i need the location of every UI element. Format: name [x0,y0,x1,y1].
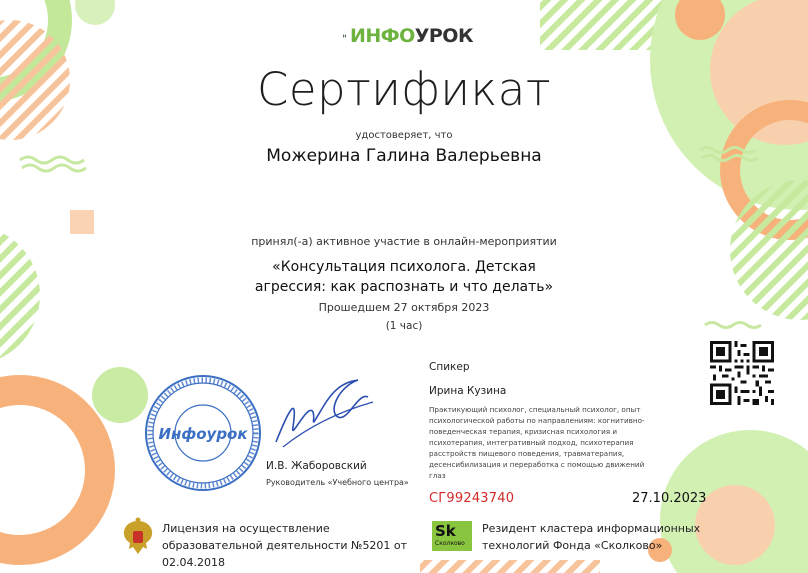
license-text: Лицензия на осуществление образовательной деятельности №5201 от 02.04.2018 [162,522,408,569]
logo-text: ИНФОУРОК [349,25,473,47]
qr-code-icon [710,341,774,405]
certifies-text: удостоверяет, что [355,130,453,141]
signer-name: И.В. Жаборовский [266,460,367,472]
speaker-bio: Практикующий психолог, специальный психолог, опыт психологической работы по направлениям: когнитивно-поведенческая терапия, кризисная психология и психотерапия, интегративный подход, психотерапия расстройств пищевого поведения, травматерапия, десенсибилизация и переработка с помощью движений глаз [429,405,645,480]
skolkovo-text: Резидент кластера информационных технологий Фонда «Сколково» [482,522,701,552]
certificate-title: Сертификат [256,63,552,116]
russian-emblem-icon [121,517,155,557]
event-date: Прошедшем 27 октября 2023 [318,301,490,314]
company-stamp-icon [143,373,263,493]
skolkovo-logo-big-text: Sk [435,522,456,540]
skolkovo-logo-small-text: Сколково [435,540,465,547]
speaker-heading: Спикер [429,361,470,373]
certificate-number: СГ99243740 [429,491,515,506]
infourok-logo [343,24,473,48]
recipient-name: Можерина Галина Валерьевна [266,146,542,166]
speaker-name: Ирина Кузина [429,385,507,397]
skolkovo-logo-icon [432,521,472,551]
participation-text: принял(-а) активное участие в онлайн-мероприятии [251,235,557,248]
signer-role: Руководитель «Учебного центра» [266,478,409,487]
logo-mark-icon [343,26,346,46]
signature-icon [268,372,378,452]
stamp-text: Инфоурок [158,425,248,443]
issue-date: 27.10.2023 [632,491,707,506]
event-title: «Консультация психолога. Детская агрессия: как распознать и что делать» [254,259,554,295]
event-hours: (1 час) [385,320,423,332]
